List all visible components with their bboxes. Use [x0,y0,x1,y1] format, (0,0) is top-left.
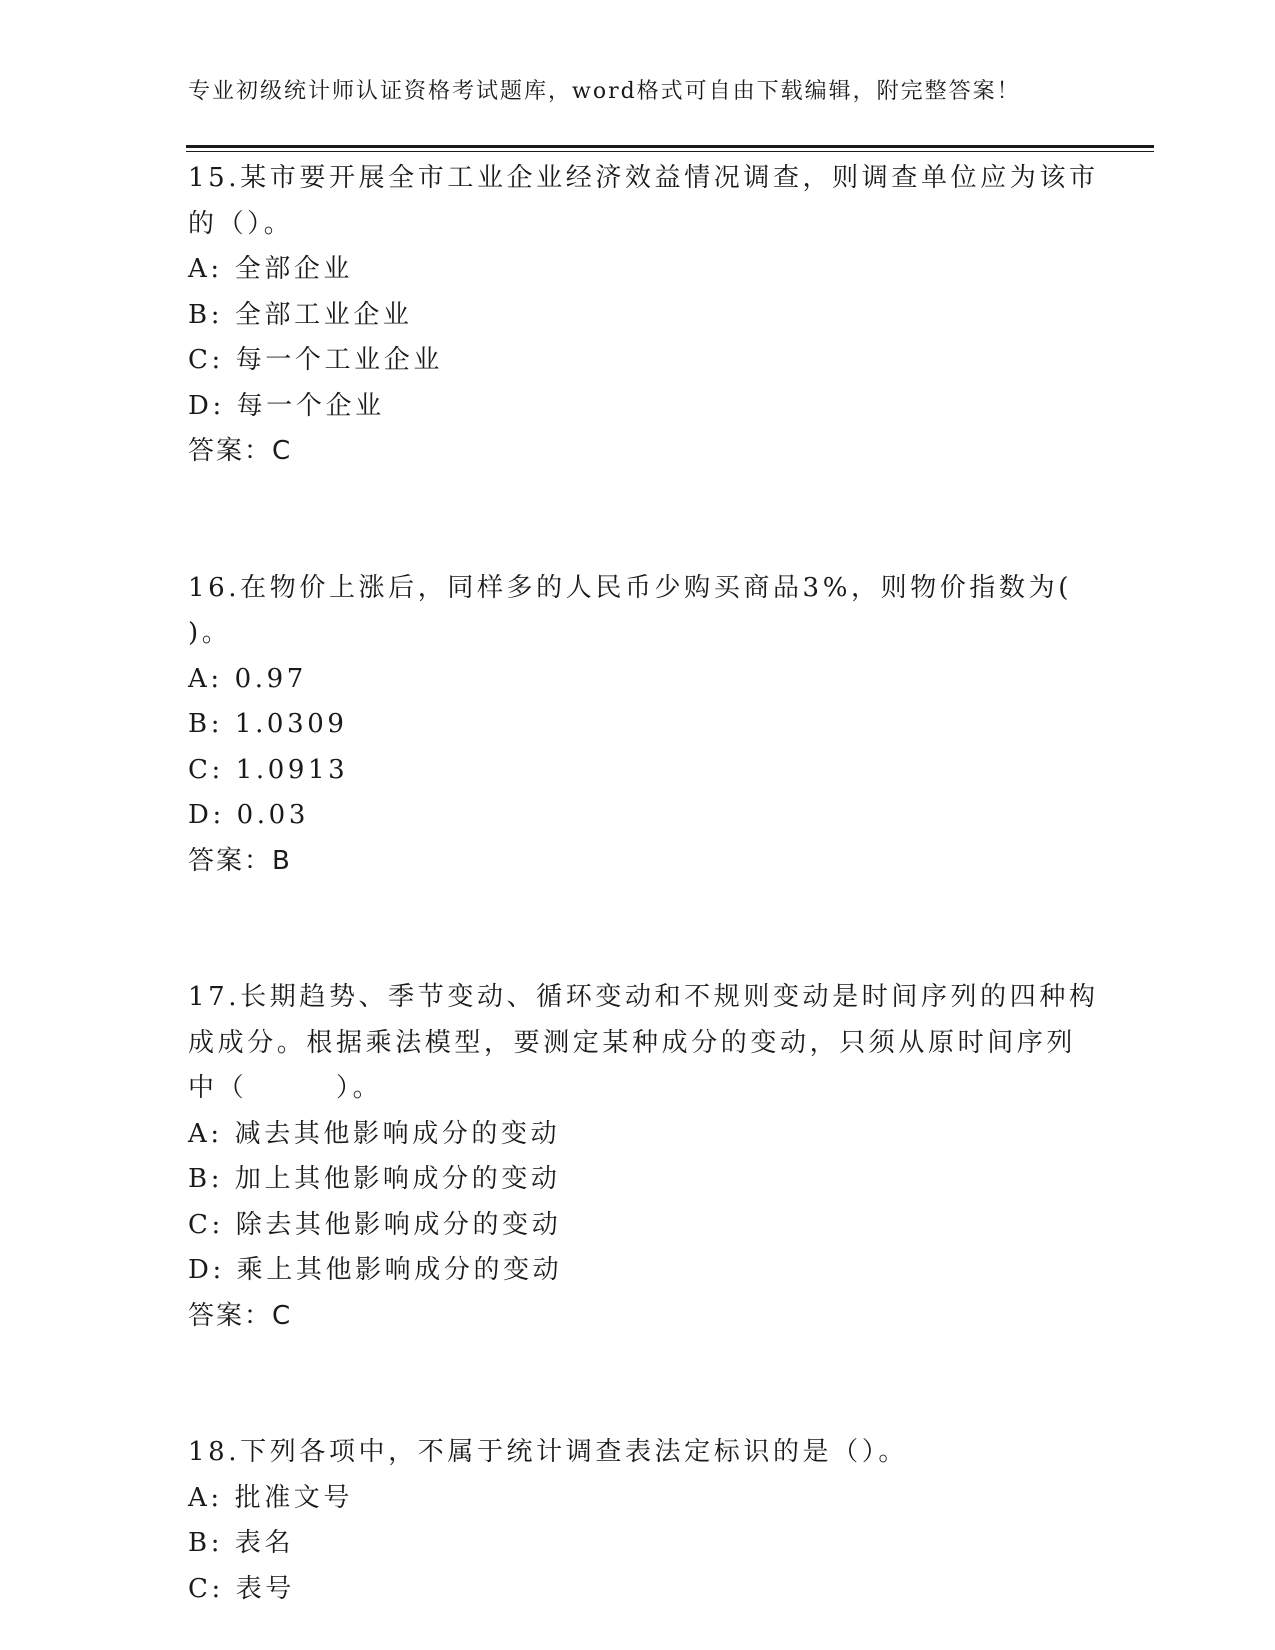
question-stem-line: 18.下列各项中，不属于统计调查表法定标识的是（）。 [188,1437,908,1467]
option-b: B: 加上其他影响成分的变动 [188,1164,561,1194]
option-d: D: 0.03 [188,800,309,830]
option-a: A: 全部企业 [188,254,354,284]
option-d: D: 乘上其他影响成分的变动 [188,1255,563,1285]
option-b: B: 表名 [188,1528,295,1558]
question-stem-line: 的（）。 [188,208,294,239]
question-18 [188,1430,1088,1612]
option-c: C: 除去其他影响成分的变动 [188,1209,562,1240]
question-stem-line: 16.在物价上涨后，同样多的人民币少购买商品3%，则物价指数为( [188,572,1072,603]
option-c: C: 1.0913 [188,754,349,785]
question-stem-line: )。 [188,618,232,648]
spacer [188,930,1088,976]
header-rule-thick [186,145,1154,148]
option-c: C: 表号 [188,1573,295,1604]
question-17 [188,975,1099,1339]
question-stem-line: 15.某市要开展全市工业企业经济效益情况调查，则调查单位应为该市 [188,163,1099,193]
page-header: 专业初级统计师认证资格考试题库，word格式可自由下载编辑，附完整答案！ [188,79,1021,104]
header-rule-thin [186,151,1154,152]
option-a: A: 减去其他影响成分的变动 [188,1118,561,1149]
spacer [188,475,1088,521]
option-b: B: 全部工业企业 [188,299,413,330]
option-a: A: 0.97 [188,663,307,694]
question-16 [188,566,1088,885]
question-list [188,156,1099,1612]
question-stem-line: 17.长期趋势、季节变动、循环变动和不规则变动是时间序列的四种构 [188,982,1099,1012]
spacer [188,1385,1088,1431]
spacer [188,520,1088,566]
answer-line: 答案：C [188,436,293,466]
option-d: D: 每一个企业 [188,390,385,421]
spacer [188,1339,1088,1385]
question-stem-line: 成成分。根据乘法模型，要测定某种成分的变动，只须从原时间序列 [188,1027,1077,1058]
option-c: C: 每一个工业企业 [188,345,443,375]
spacer [188,884,1088,930]
question-15 [188,156,1099,475]
answer-line: 答案：C [188,1300,293,1331]
option-b: B: 1.0309 [188,709,348,739]
question-stem-line: 中（ ）。 [188,1073,383,1103]
answer-line: 答案：B [188,845,292,876]
option-a: A: 批准文号 [188,1482,354,1513]
